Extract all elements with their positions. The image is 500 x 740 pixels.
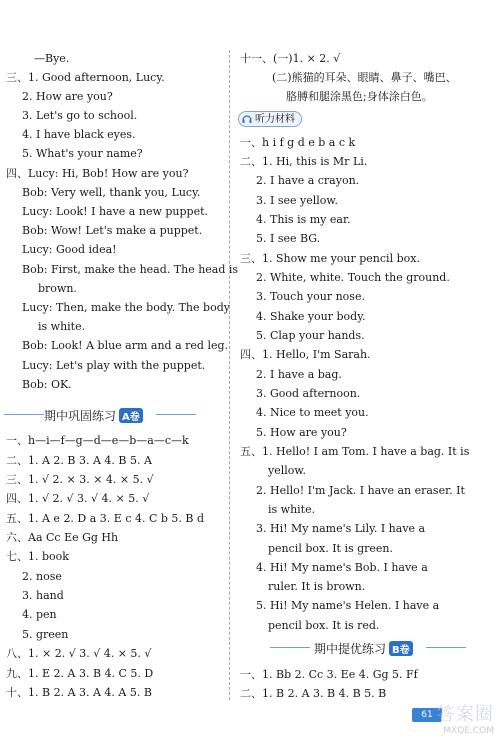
- left-line: 三、1. Good afternoon, Lucy.: [6, 71, 165, 84]
- right-line: pencil box. It is green.: [268, 542, 394, 555]
- badge-b: B卷: [389, 641, 413, 656]
- right-line: ruler. It is brown.: [268, 580, 366, 593]
- left-line: Bob: OK.: [22, 378, 72, 391]
- left-line: Bob: Very well, thank you, Lucy.: [22, 186, 201, 199]
- right-line: is white.: [268, 503, 316, 516]
- left-line: Lucy: Let's play with the puppet.: [22, 359, 206, 372]
- left-line: 四、1. √ 2. √ 3. √ 4. × 5. √: [6, 492, 150, 505]
- right-line: 二、1. Hi, this is Mr Li.: [240, 155, 368, 168]
- left-line: 二、1. A 2. B 3. A 4. B 5. A: [6, 454, 152, 467]
- right-line: 3. Good afternoon.: [256, 387, 361, 400]
- left-line: —Bye.: [34, 52, 70, 65]
- watermark: 答案圈 MXQE.COM: [437, 704, 494, 736]
- left-line: 2. nose: [22, 570, 62, 583]
- right-line: (二)熊猫的耳朵、眼睛、鼻子、嘴巴、: [272, 71, 457, 84]
- right-line: 3. Touch your nose.: [256, 290, 365, 303]
- left-line: 六、Aa Cc Ee Gg Hh: [6, 531, 119, 544]
- right-line: 3. Hi! My name's Lily. I have a: [256, 522, 426, 535]
- right-line: pencil box. It is red.: [268, 619, 380, 632]
- right-line: 3. I see yellow.: [256, 194, 338, 207]
- right-line: 4. Hi! My name's Bob. I have a: [256, 561, 428, 574]
- left-line: 2. How are you?: [22, 90, 113, 103]
- section-banner-midterm-a: 期中巩固练习 A卷: [44, 407, 143, 424]
- right-line: 四、1. Hello, I'm Sarah.: [240, 348, 371, 361]
- left-line: 十、1. B 2. A 3. A 4. A 5. B: [6, 686, 152, 699]
- right-line: 一、1. Bb 2. Cc 3. Ee 4. Gg 5. Ff: [240, 668, 418, 681]
- right-line: 4. Shake your body.: [256, 310, 366, 323]
- left-line: Lucy: Good idea!: [22, 243, 117, 256]
- left-line: brown.: [38, 282, 77, 295]
- left-line: 4. pen: [22, 608, 57, 621]
- left-line: Bob: Wow! Let's make a puppet.: [22, 224, 203, 237]
- section-banner-midterm-b: 期中提优练习 B卷: [314, 640, 413, 657]
- page-number: 61: [412, 708, 442, 722]
- listening-material-tag: 听力材料: [238, 111, 302, 127]
- left-line: 3. hand: [22, 589, 64, 602]
- left-line: is white.: [38, 320, 86, 333]
- badge-a: A卷: [119, 408, 143, 423]
- right-line: 三、1. Show me your pencil box.: [240, 252, 420, 265]
- right-line: 一、h i f g d e b a c k: [240, 136, 356, 149]
- left-line: Bob: First, make the head. The head is: [22, 263, 239, 276]
- left-line: 七、1. book: [6, 550, 69, 563]
- left-line: 5. What's your name?: [22, 147, 143, 160]
- right-line: 胳膊和腿涂黑色;身体涂白色。: [286, 90, 433, 103]
- right-line: 五、1. Hello! I am Tom. I have a bag. It is: [240, 445, 470, 458]
- right-line: 二、1. B 2. A 3. B 4. B 5. B: [240, 687, 387, 700]
- left-line: 九、1. E 2. A 3. B 4. C 5. D: [6, 667, 154, 680]
- left-line: 4. I have black eyes.: [22, 128, 136, 141]
- left-line: 3. Let's go to school.: [22, 109, 138, 122]
- headphone-icon: [242, 114, 252, 124]
- right-line: 2. Hello! I'm Jack. I have an eraser. It: [256, 484, 465, 497]
- left-line: Bob: Look! A blue arm and a red leg.: [22, 339, 229, 352]
- left-line: 四、Lucy: Hi, Bob! How are you?: [6, 167, 189, 180]
- left-line: 三、1. √ 2. × 3. × 4. × 5. √: [6, 473, 154, 486]
- right-line: 2. I have a crayon.: [256, 174, 360, 187]
- column-divider: [229, 50, 231, 700]
- right-line: 2. White, white. Touch the ground.: [256, 271, 450, 284]
- right-line: 5. Hi! My name's Helen. I have a: [256, 599, 440, 612]
- right-line: 十一、(一)1. × 2. √: [240, 52, 341, 65]
- right-line: 5. How are you?: [256, 426, 347, 439]
- left-line: 五、1. A e 2. D a 3. E c 4. C b 5. B d: [6, 512, 205, 525]
- left-line: Lucy: Then, make the body. The body: [22, 301, 230, 314]
- right-line: 5. Clap your hands.: [256, 329, 365, 342]
- right-line: 4. Nice to meet you.: [256, 406, 369, 419]
- right-line: 5. I see BG.: [256, 232, 321, 245]
- right-line: 4. This is my ear.: [256, 213, 351, 226]
- left-line: 5. green: [22, 628, 69, 641]
- left-line: 一、h—i—f—g—d—e—b—a—c—k: [6, 434, 189, 447]
- right-line: yellow.: [268, 464, 306, 477]
- left-line: Lucy: Look! I have a new puppet.: [22, 205, 209, 218]
- right-line: 2. I have a bag.: [256, 368, 342, 381]
- left-line: 八、1. × 2. √ 3. √ 4. × 5. √: [6, 647, 152, 660]
